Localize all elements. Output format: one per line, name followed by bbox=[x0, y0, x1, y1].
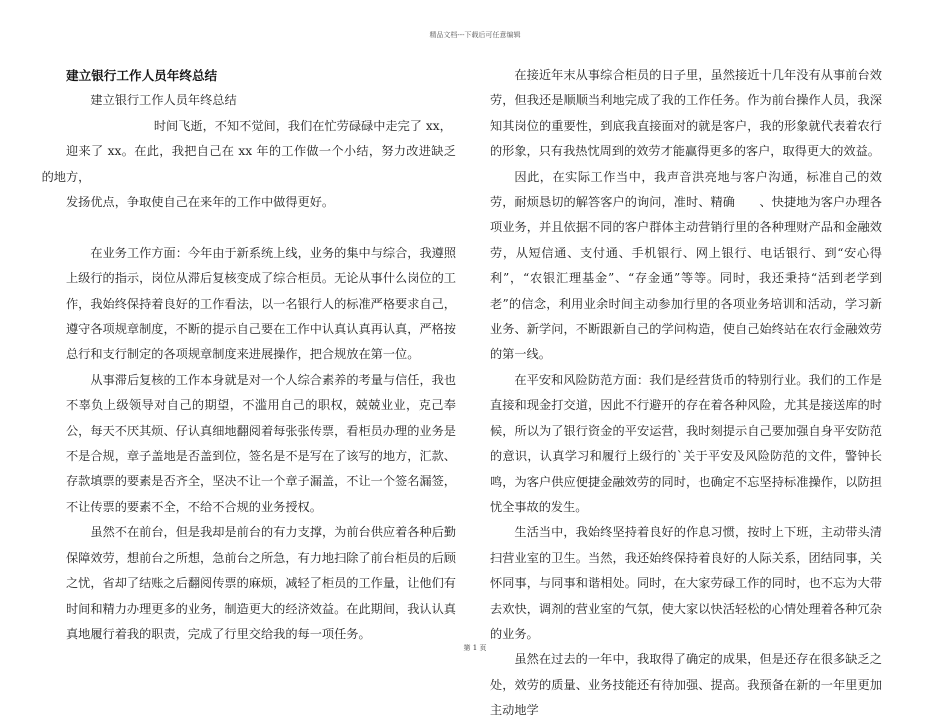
body-paragraph: 虽然不在前台，但是我却是前台的有力支撑，为前台供应着各种后勤保障效劳，想前台之所想，急前台之所急，有力地扫除了前台柜员的后顾之忧，省却了结账之后翻阅传票的麻烦，减轻了柜员的工作量，让他们有时间和精力办理更多的业务，制造更大的经济效益。在此期间，我认认真真地履行着我的职责，完成了行里交给我的每一项任务。 bbox=[66, 525, 457, 641]
body-paragraph: 在平安和风险防范方面：我们是经营货币的特别行业。我们的工作是直接和现金打交道，因此不行避开的存在着各种风险，尤其是接送库的时候，所以为了银行资金的平安运营，我时刻提示自己要加强自身平安防范的意识，认真学习和履行上级行的`关于平安及风险防范的文件，警钟长鸣，为客户供应便捷金融效劳的同时，也确定不忘坚持标准操作，以防担忧全事故的发生。 bbox=[490, 372, 882, 514]
page-footer: 第 1 页 bbox=[463, 644, 487, 652]
left-column bbox=[41, 63, 457, 647]
document-title: 建立银行工作人员年终总结 bbox=[66, 68, 218, 83]
page-header: 精品文档---下载后可任意编辑 bbox=[429, 31, 521, 39]
blank-line bbox=[66, 215, 456, 240]
body-paragraph: 在业务工作方面：今年由于新系统上线，业务的集中与综合，我遵照上级行的指示，岗位从滞后复核变成了综合柜员。无论从事什么岗位的工作，我始终保持着良好的工作看法，以一名银行人的标准严格要求自己，遵守各项规章制度，不断的提示自己要在工作中认真认真再认真，严格按总行和支行制定的各项规章制度来进展操作，把合规放在第一位。 bbox=[66, 245, 457, 362]
body-paragraph: 因此，在实际工作当中，我声音洪亮地与客户沟通，标准自己的效劳，耐烦恳切的解答客户的询问，准时、精确 、快捷地为客户办理各项业务，并且依据不同的客户群体主动营销行里的各种理财产品和金融效劳，从短信通、支付通、手机银行、网上银行、电话银行、到“安心得利”，“农银汇理基金”、“存金通”等等。同时，我还秉持“活到老学到老”的信念，利用业余时间主动参加行里的各项业务培训和活动，学习新业务、新学问，不断跟新自己的学问构造，使自己始终站在农行金融效劳的第一线。 bbox=[490, 169, 882, 362]
body-paragraph: 虽然在过去的一年中，我取得了确定的成果，但是还存在很多缺乏之处，效劳的质量、业务技能还有待加强、提高。我预备在新的一年里更加主动地学 bbox=[490, 652, 882, 718]
intro-line: 迎来了 xx。在此，我把自己在 xx 年的工作做一个小结，努力改进缺乏的地方， bbox=[41, 144, 456, 184]
document-subtitle: 建立银行工作人员年终总结 bbox=[90, 93, 237, 108]
body-paragraph: 从事滞后复核的工作本身就是对一个人综合素养的考量与信任，我也不辜负上级领导对自己的期望，不滥用自己的职权，兢兢业业，克己奉公，每天不厌其烦、仔认真细地翻阅着每张张传票，看柜员办理的业务是不是合规，章子盖地是否盖到位，签名是不是写在了该写的地方，汇款、存款填票的要素是否齐全，坚决不让一个章子漏盖，不让一个签名漏签，不让传票的要素不全，不给不合规的业务授权。 bbox=[66, 372, 457, 514]
intro-paragraph bbox=[41, 114, 456, 216]
body-paragraph: 生活当中，我始终坚持着良好的作息习惯，按时上下班，主动带头清扫营业室的卫生。当然，我还始终保持着良好的人际关系，团结同事，关怀同事，与同事和谐相处。同时，在大家劳碌工作的同时，也不忘为大带去欢快，调剂的营业室的气氛，使大家以快活轻松的心情处理着各种冗杂的业务。 bbox=[490, 525, 882, 641]
right-column bbox=[490, 63, 882, 724]
intro-line: 时间飞逝，不知不觉间，我们在忙劳碌碌中走完了 xx， bbox=[153, 118, 452, 133]
body-paragraph: 在接近年末从事综合柜员的日子里，虽然接近十几年没有从事前台效劳，但我还是顺顺当利地完成了我的工作任务。作为前台操作人员，我深知其岗位的重要性，到底我直接面对的就是客户，我的形象就代表着农行的形象，只有我热忱周到的效劳才能赢得更多的客户，取得更大的效益。 bbox=[490, 68, 882, 159]
intro-line: 发扬优点，争取使自己在来年的工作中做得更好。 bbox=[66, 195, 335, 210]
